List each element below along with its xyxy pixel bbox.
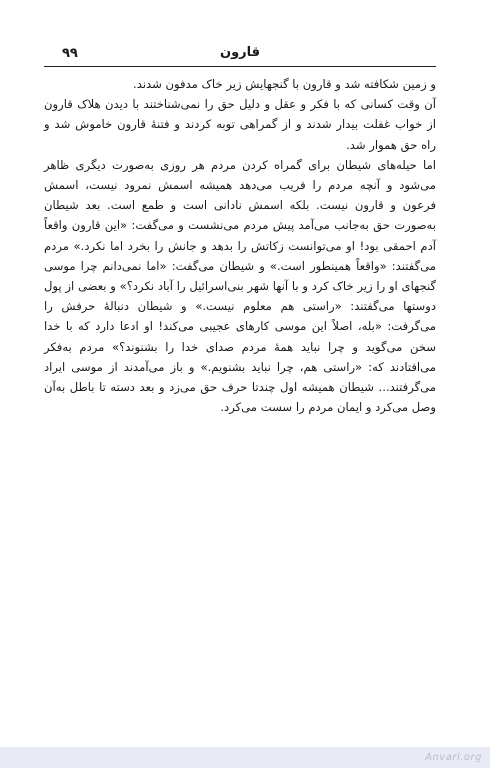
paragraph-1: و زمین شکافته شد و قارون با گنجهایش زیر خاک مدفون شدند. — [133, 77, 436, 91]
page-number: ۹۹ — [62, 46, 78, 61]
body-text — [44, 74, 436, 417]
paragraph-3: اما حیله‌های شیطان برای گمراه کردن مردم هر روزی به‌صورت دیگری ظاهر می‌شود و آنچه مردم را فریب می‌دهد همیشه اسمش نمرود نیست، اسمش فرعون و قارون نیست. بلکه اسمش نادانی است و طمع است. بعد شیطان به‌صورت حق به‌جانب می‌آمد پیش مردم می‌نشست و می‌گفت: «این قارون واقعاً آدم احمقی بود! او می‌توانست زکاتش را بدهد و جانش را بخرد اما نکرد.» مردم می‌گفتند: «واقعاً همینطور است.» و شیطان می‌گفت: «اما نمی‌دانم چرا موسی گنجهای او را زیر خاک کرد و با آنها شهر بنی‌اسرائیل را آباد نکرد؟» و بعضی از پول دوستها می‌گفتند: «راستی هم معلوم نیست.» و شیطان دنبالهٔ حرفش را می‌گرفت: «بله، اصلاً این موسی کارهای عجیبی می‌کند! او ادعا دارد که با خدا سخن می‌گوید و چرا نباید همهٔ مردم صدای خدا را بشنوند؟» مردم به‌فکر می‌افتادند که: «راستی هم، چرا نباید بشنویم.» و باز می‌آمدند از موسی ایراد می‌گرفتند... شیطان همیشه اول چندتا حرف حق می‌زد و بعد دسته تا باطل به‌آن وصل می‌کرد و ایمان مردم را سست می‌کرد. — [44, 157, 436, 415]
footer-strip — [0, 747, 490, 768]
running-title: قارون — [219, 45, 261, 60]
site-watermark: Anvari.org — [425, 752, 482, 763]
paragraph-2: آن وقت کسانی که با فکر و عقل و دلیل حق را نمی‌شناختند با دیدن هلاک قارون از خواب غفلت بیدار شدند و از گمراهی توبه کردند و فتنهٔ قارون خاموش شد و راه حق هموار شد. — [44, 97, 436, 152]
page-header — [44, 42, 436, 64]
header-divider — [44, 66, 436, 67]
